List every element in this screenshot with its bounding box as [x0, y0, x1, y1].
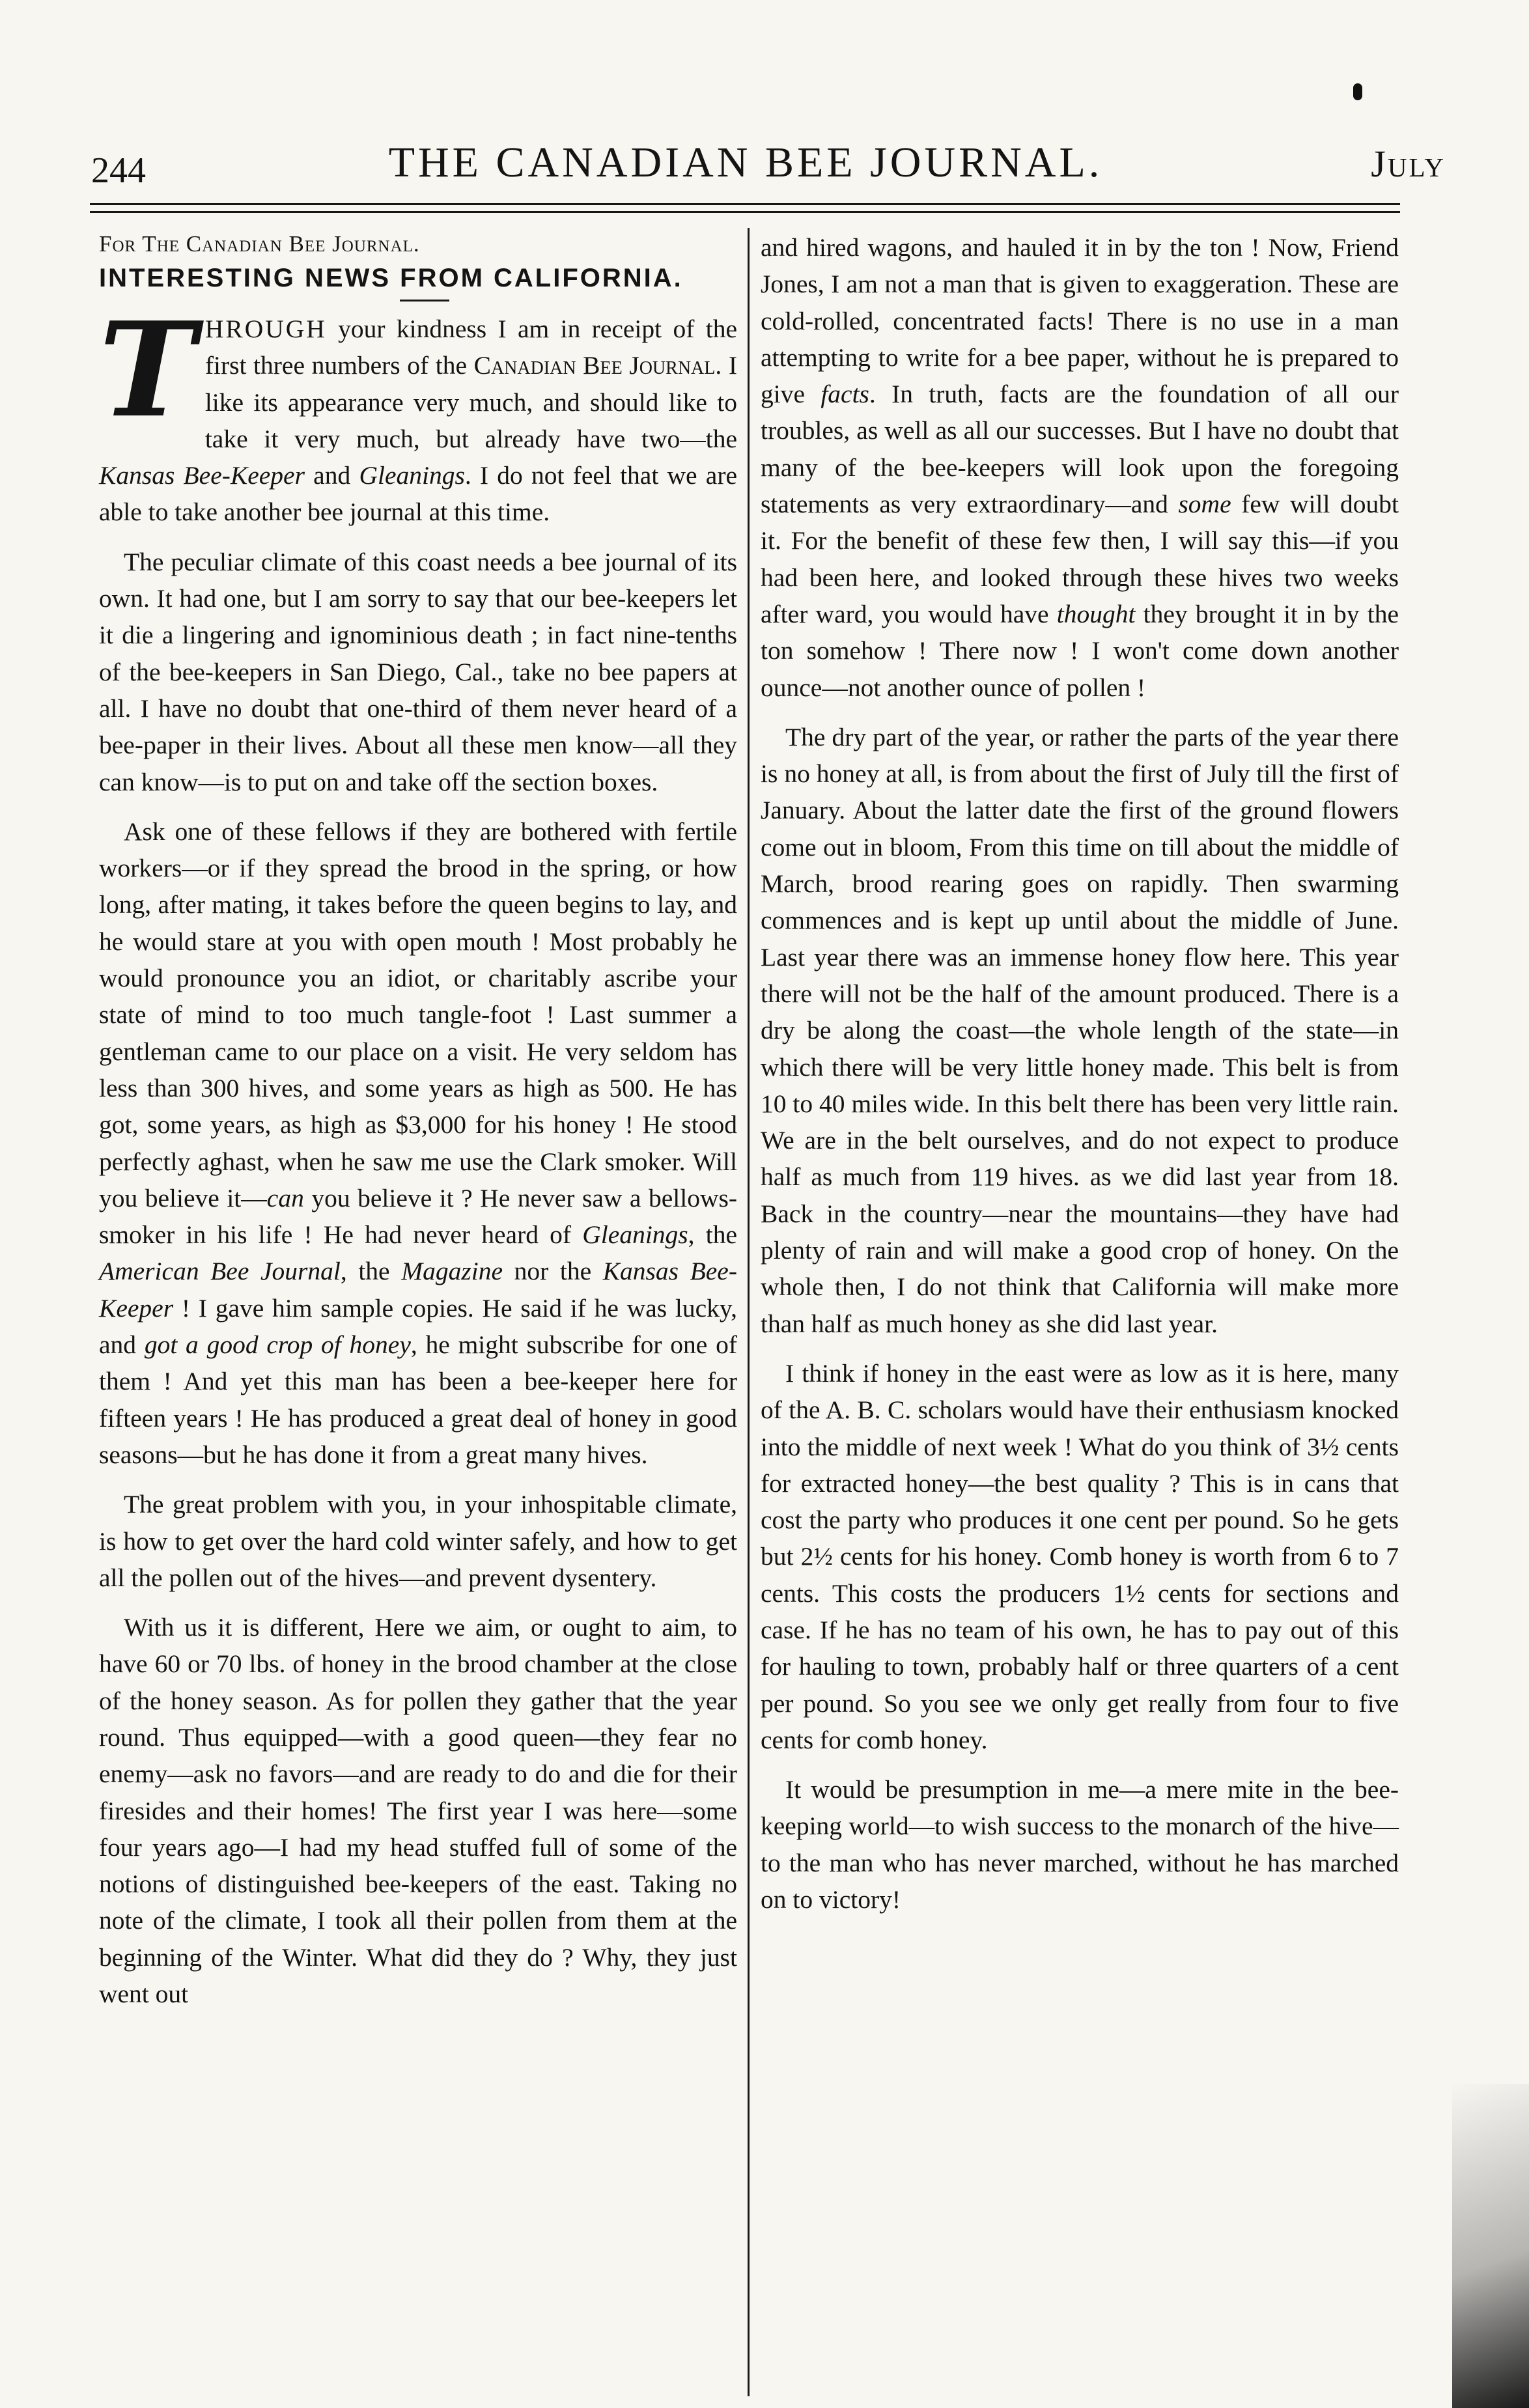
paragraph-8: It would be presumption in me—a mere mite in the bee-keeping world—to wish success to the monarch of the hive—to the man who has never marched, without he has marched on to victory! — [761, 1775, 1399, 1914]
header-rule-bottom — [90, 211, 1400, 213]
paragraph-3 — [99, 813, 737, 1473]
emphasis: got a good crop of honey — [144, 1330, 411, 1360]
periodical-name: Kansas Bee-Keeper — [99, 1257, 737, 1323]
source-line: For The Canadian Bee Journal. — [99, 231, 420, 257]
header-rule-top — [90, 203, 1400, 205]
emphasis: some — [1178, 490, 1231, 519]
periodical-name: Magazine — [401, 1257, 503, 1286]
drop-cap: T — [99, 294, 196, 447]
article-headline: INTERESTING NEWS FROM CALIFORNIA. — [99, 264, 683, 292]
issue-month: July — [1371, 143, 1446, 185]
text-span: few will doubt it. For the benefit of these few then, I will say this—if you had been here, and looked through these hives two weeks after ward, you would have — [761, 490, 1399, 628]
text-span: they brought it in by the ton somehow ! There now ! I won't come down another ounce—not another ounce of pollen ! — [761, 599, 1399, 702]
page-header — [46, 138, 1446, 197]
text-span: , the — [688, 1220, 737, 1250]
running-title: THE CANADIAN BEE JOURNAL. — [388, 139, 1103, 186]
emphasis: facts — [821, 380, 869, 409]
page-number: 244 — [91, 150, 146, 191]
periodical-name: American Bee Journal — [99, 1257, 341, 1286]
emphasis: thought — [1056, 599, 1136, 628]
opening-caps: HROUGH — [204, 315, 327, 343]
journal-name: Canadian Bee Journal — [473, 351, 716, 380]
text-span: you believe it ? He never saw a bellows-smoker in his life ! He had never heard of — [99, 1183, 738, 1250]
right-column — [761, 229, 1399, 1931]
text-span: . I like its appearance very much, and should like to take it very much, but already have two—the — [204, 351, 738, 453]
paragraph-2: The peculiar climate of this coast needs a bee journal of its own. It had one, but I am sorry to say that our bee-keepers let it die a lingering and ignominious death ; in fact nine-tenths of the bee-keepers in San Diego, Cal., take no bee papers at all. I have no doubt that one-third of them never heard of a bee-paper in their lives. About all these men know—all they can know—is to put on and take off the section boxes. — [99, 547, 737, 796]
paragraph-1 — [99, 294, 738, 531]
paragraph-6: The dry part of the year, or rather the parts of the year there is no honey at all, is from about the first of July till the first of January. About the latter date the first of the ground flowers come out in bloom, From this time on till about the middle of March, brood rearing goes on rapidly. Then swarming commences and is kept up until about the middle of June. Last year there was an immense honey flow here. This year there will not be the half of the amount produced. There is a dry be along the coast—the whole length of the state—in which there will be very little honey made. This belt is from 10 to 40 miles wide. In this belt there has been very little rain. We are in the belt ourselves, and do not expect to produce half as much from 119 hives. as we did last year from 18. Back in the country—near the mountains—they have had plenty of rain and will make a good crop of honey. On the whole then, I do not think that California will make more than half as much honey as she did last year. — [761, 722, 1399, 1338]
page-binding-shadow — [1452, 2084, 1529, 2408]
periodical-name: Kansas Bee-Keeper — [99, 461, 305, 490]
left-column — [99, 229, 737, 2025]
text-span: and — [304, 461, 359, 490]
text-span: ! I gave him sample copies. He said if he was lucky, and — [99, 1293, 737, 1360]
text-span: . In truth, facts are the foundation of all our troubles, as well as all our successes. But I have no doubt that many of the bee-keepers will look upon the foregoing statements as very extraordinary—and — [761, 380, 1399, 519]
text-span: your kindness I am in receipt of the first three numbers of the — [204, 315, 737, 380]
paragraph-5: With us it is different, Here we aim, or ought to aim, to have 60 or 70 lbs. of honey in the brood chamber at the close of the honey season. As for pollen they gather that the year round. Thus equipped—with a good queen—they fear no enemy—ask no favors—and are ready to do and die for their firesides and their homes! The first year I was here—some four years ago—I had my head stuffed full of some of the notions of distinguished bee-keepers of the east. Taking no note of the climate, I took all their pollen from them at the beginning of the Winter. What did they do ? Why, they just went out — [99, 1613, 737, 2009]
paragraph-7: I think if honey in the east were as low as it is here, many of the A. B. C. scholars would have their enthusiasm knocked into the middle of next week ! What do you think of 3½ cents for extracted honey—the best quality ? This is in cans that cost the party who produces it one cent per pound. So he gets but 2½ cents for his honey. Comb honey is worth from 6 to 7 cents. This costs the producers 1½ cents for sections and case. If he has no team of his own, he has to pay out of this for hauling to town, probably half or three quarters of a cent per pound. So you see we only get really from four to five cents for comb honey. — [761, 1358, 1399, 1754]
emphasis: can — [266, 1183, 304, 1212]
text-span: , the — [340, 1257, 402, 1286]
text-span: . I do not feel that we are able to take another bee journal at this time. — [99, 461, 738, 527]
headline-rule — [400, 300, 449, 301]
text-span: and hired wagons, and hauled it in by the ton ! Now, Friend Jones, I am not a man that is given to exaggeration. These are cold-rolled, concentrated facts! There is no use in a man attempting to write for a bee paper, without he is prepared to give — [761, 233, 1399, 409]
periodical-name: Gleanings — [582, 1220, 688, 1250]
text-span: Ask one of these fellows if they are bothered with fertile workers—or if they spread the brood in the spring, or how long, after mating, it takes before the queen begins to lay, and he would stare at you with open mouth ! Most probably he would pronounce you an idiot, or charitably ascribe your state of mind to too much tangle-foot ! Last summer a gentleman came to our place on a visit. He very seldom has less than 300 hives, and some years as high as 500. He has got, some years, as high as $3,000 for his honey ! He stood perfectly aghast, when he saw me use the Clark smoker. Will you believe it— — [99, 817, 737, 1212]
ink-spot — [1353, 83, 1362, 100]
paragraph-5-continued — [761, 229, 1399, 706]
paragraph-4: The great problem with you, in your inhospitable climate, is how to get over the hard cold winter safely, and how to get all the pollen out of the hives—and prevent dysentery. — [99, 1490, 737, 1592]
text-span: nor the — [502, 1257, 603, 1286]
periodical-name: Gleanings — [359, 461, 465, 490]
text-span: , he might subscribe for one of them ! And yet this man has been a bee-keeper here for fifteen years ! He has produced a great deal of honey in good seasons—but he has done it from a great many hives. — [99, 1330, 738, 1469]
column-divider — [748, 228, 750, 2396]
